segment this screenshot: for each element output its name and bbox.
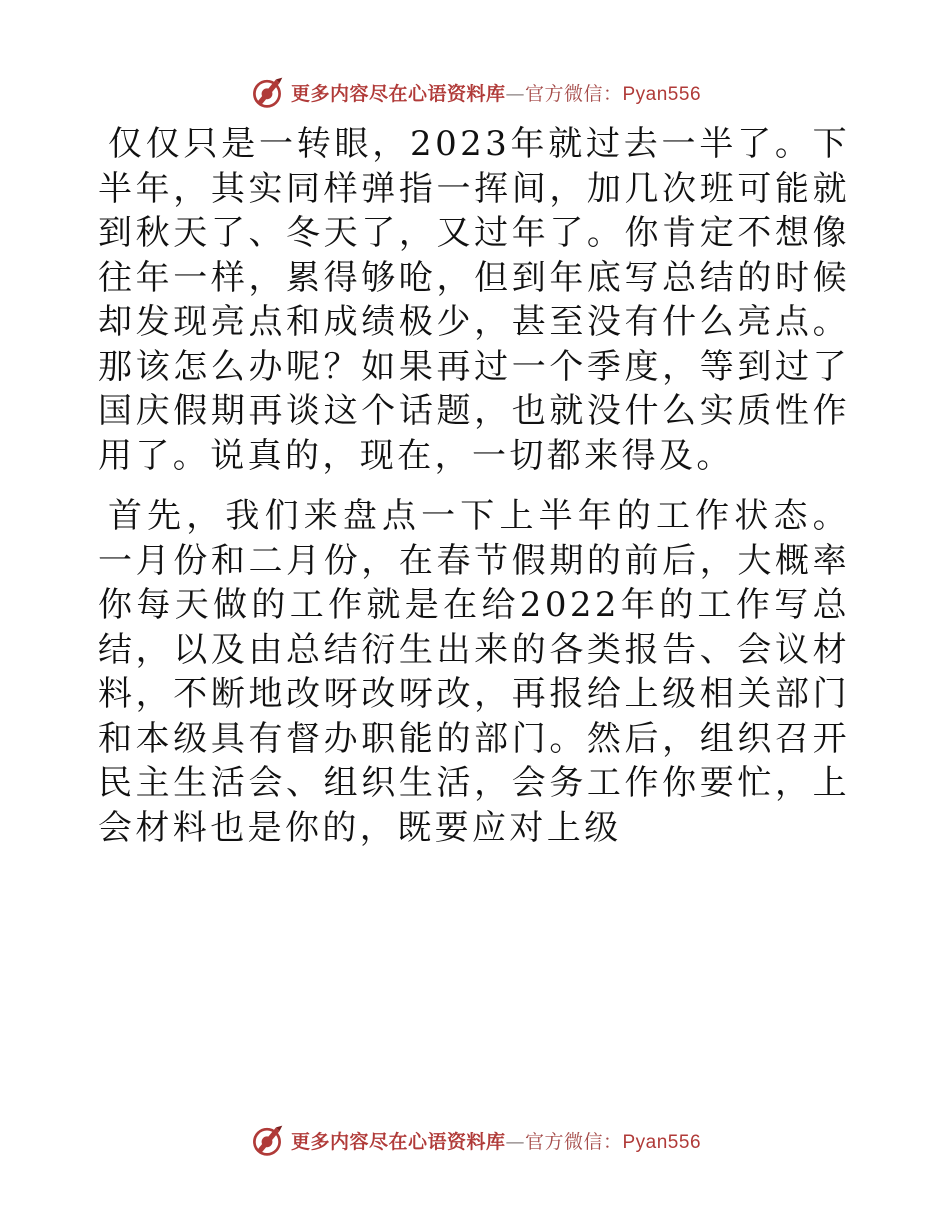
watermark-dash: — xyxy=(505,1130,525,1153)
paragraph-2: 首先，我们来盘点一下上半年的工作状态。一月份和二月份，在春节假期的前后，大概率你每天做的工作就是在给2022年的工作写总结，以及由总结衍生出来的各类报告、会议材料，不断地改呀改呀改，再报给上级相关部门和本级具有督办职能的部门。然后，组织召开民主生活会、组织生活，会务工作你要忙，上会材料也是你的，既要应对上级 xyxy=(98,496,850,848)
watermark-dash: — xyxy=(505,82,525,105)
pen-logo-icon xyxy=(249,1122,285,1158)
watermark-official: 官方微信： xyxy=(524,82,623,105)
watermark-brand: 更多内容尽在心语资料库 xyxy=(290,1130,506,1153)
paragraph-1: 仅仅只是一转眼，2023年就过去一半了。下半年，其实同样弹指一挥间，加几次班可能就到秋天了、冬天了，又过年了。你肯定不想像往年一样，累得够呛，但到年底写总结的时候却发现亮点和成绩极少，甚至没有什么亮点。那该怎么办呢？如果再过一个季度，等到过了国庆假期再谈这个话题，也就没什么实质性作用了。说真的，现在，一切都来得及。 xyxy=(98,124,850,476)
watermark-wechat-id: Pyan556 xyxy=(622,83,702,105)
watermark-text xyxy=(291,79,701,106)
watermark-official: 官方微信： xyxy=(524,1130,623,1153)
pen-logo-icon xyxy=(249,74,285,110)
document-body xyxy=(98,122,850,866)
watermark-wechat-id: Pyan556 xyxy=(622,1131,702,1153)
footer-watermark xyxy=(0,1118,950,1162)
header-watermark xyxy=(0,70,950,114)
watermark-text xyxy=(291,1127,701,1154)
watermark-brand: 更多内容尽在心语资料库 xyxy=(290,82,506,105)
